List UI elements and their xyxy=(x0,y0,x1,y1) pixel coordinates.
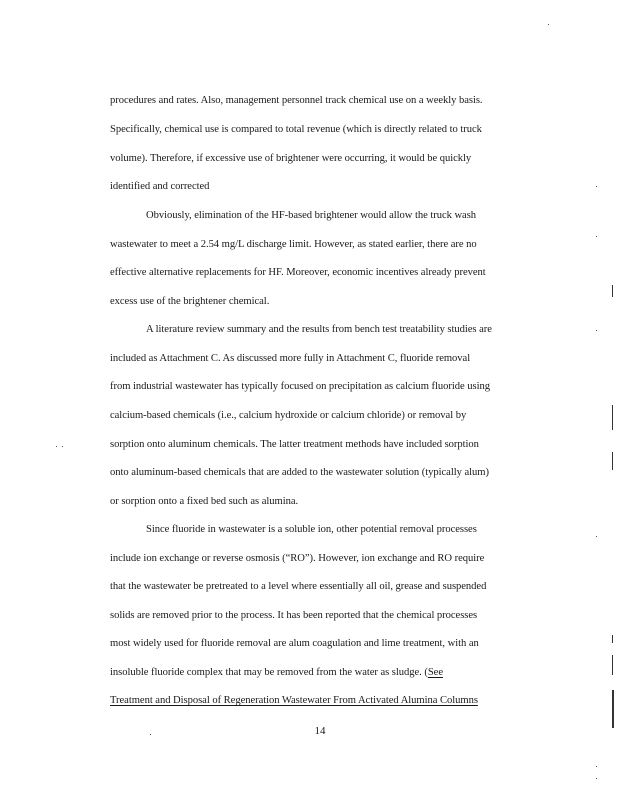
text-line: from industrial wastewater has typically focused on precipitation as calcium fluoride using xyxy=(110,381,490,392)
text-line: most widely used for fluoride removal are alum coagulation and lime treatment, with an xyxy=(110,638,479,649)
page-number: 14 xyxy=(314,725,326,737)
scan-speck xyxy=(596,778,597,779)
text-line: volume). Therefore, if excessive use of brightener were occurring, it would be quickly xyxy=(110,153,472,164)
scan-speck xyxy=(62,446,63,447)
paragraph-first-line: Obviously, elimination of the HF-based brightener would allow the truck wash xyxy=(146,210,477,221)
scan-speck xyxy=(596,236,597,237)
text-line: wastewater to meet a 2.54 mg/L discharge limit. However, as stated earlier, there are no xyxy=(110,239,477,250)
text-line xyxy=(110,666,443,680)
citation-title: Treatment and Disposal of Regeneration Wastewater From Activated Alumina Columns xyxy=(110,695,478,706)
text-line: sorption onto aluminum chemicals. The latter treatment methods have included sorption xyxy=(110,439,479,450)
text-line: effective alternative replacements for HF. Moreover, economic incentives already prevent xyxy=(110,267,486,278)
scan-mark xyxy=(612,635,613,643)
text-line: procedures and rates. Also, management personnel track chemical use on a weekly basis. xyxy=(110,95,483,106)
scan-speck xyxy=(548,24,549,25)
text-line: onto aluminum-based chemicals that are added to the wastewater solution (typically alum) xyxy=(110,467,489,478)
text-line: include ion exchange or reverse osmosis (“RO”). However, ion exchange and RO require xyxy=(110,553,485,564)
text-line: Specifically, chemical use is compared to total revenue (which is directly related to truck xyxy=(110,124,482,135)
text-line: that the wastewater be pretreated to a level where essentially all oil, grease and suspended xyxy=(110,581,487,592)
text-line: solids are removed prior to the process. It has been reported that the chemical processes xyxy=(110,610,478,621)
scan-speck xyxy=(596,330,597,331)
scan-speck xyxy=(150,734,151,735)
scan-mark xyxy=(612,405,613,430)
text-line: calcium-based chemicals (i.e., calcium hydroxide or calcium chloride) or removal by xyxy=(110,410,467,421)
scan-speck xyxy=(56,446,57,447)
paragraph-first-line: Since fluoride in wastewater is a soluble ion, other potential removal processes xyxy=(146,524,477,535)
see-citation-link: See xyxy=(427,667,443,678)
scan-speck xyxy=(596,536,597,537)
scan-mark xyxy=(612,690,614,728)
text-line-content: insoluble fluoride complex that may be removed from the water as sludge. ( xyxy=(110,667,428,678)
text-line: identified and corrected xyxy=(110,181,210,192)
text-line: excess use of the brightener chemical. xyxy=(110,296,270,307)
scan-mark xyxy=(612,285,613,297)
scan-mark xyxy=(612,452,613,470)
text-line: or sorption onto a fixed bed such as alumina. xyxy=(110,496,299,507)
text-line: included as Attachment C. As discussed more fully in Attachment C, fluoride removal xyxy=(110,353,471,364)
scan-speck xyxy=(596,186,597,187)
scan-mark xyxy=(612,655,613,675)
paragraph-first-line: A literature review summary and the results from bench test treatability studies are xyxy=(146,324,492,335)
scan-speck xyxy=(596,766,597,767)
